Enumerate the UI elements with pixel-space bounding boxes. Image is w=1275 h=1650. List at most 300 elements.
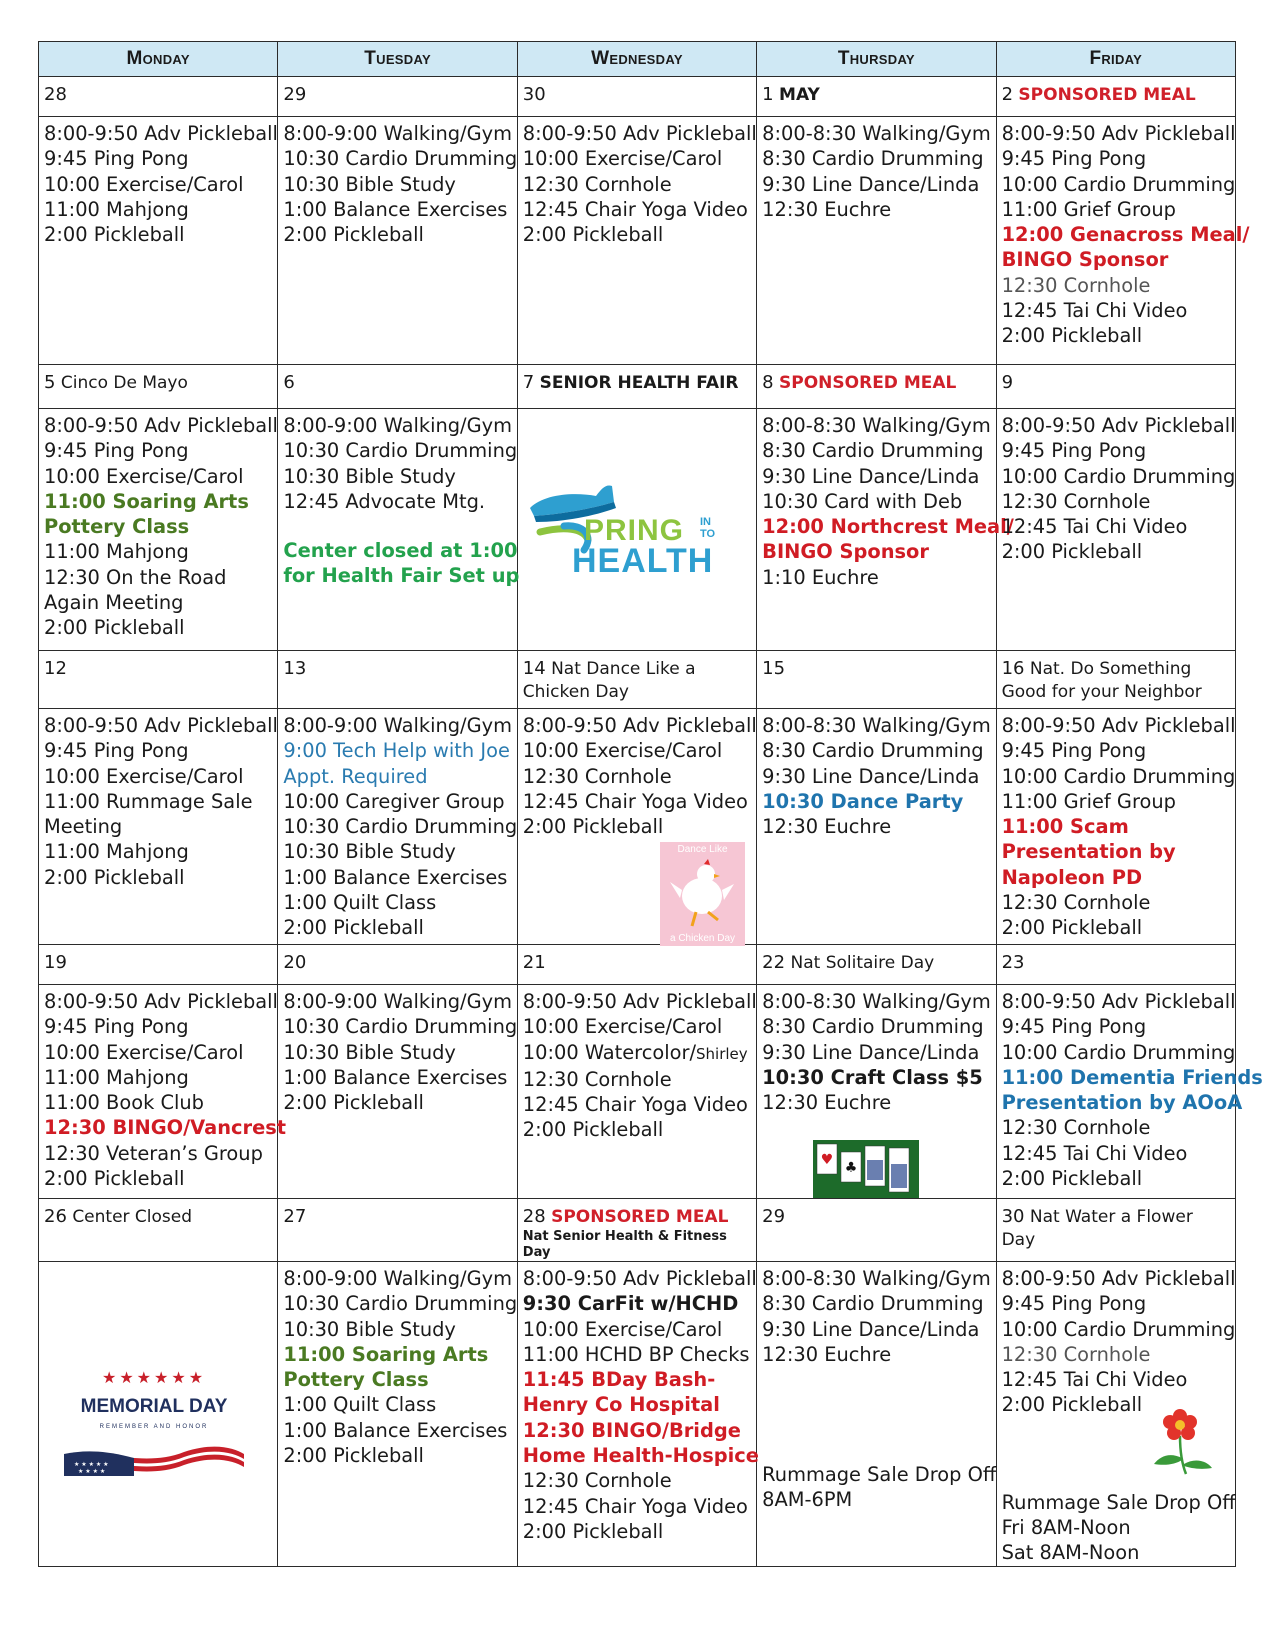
date-cell (996, 77, 1235, 117)
event-text: for Health Fair Set up (283, 564, 520, 588)
date-cell (278, 651, 517, 709)
date-label: Nat Water a Flower Day (1001, 1207, 1193, 1250)
event-text: 10:00 Exercise/Carol (522, 1317, 723, 1341)
date-label: Center Closed (72, 1207, 193, 1227)
event-text: Center closed at 1:00 (283, 539, 518, 563)
event-item (283, 1266, 512, 1291)
svg-text:★ ★ ★ ★: ★ ★ ★ ★ (78, 1468, 106, 1475)
event-text: 2:00 Pickleball (522, 815, 664, 839)
event-item (283, 563, 520, 588)
event-text: 9:30 CarFit w/HCHD (522, 1292, 739, 1316)
event-item (283, 121, 512, 146)
event-text: 12:30 Euchre (762, 197, 892, 221)
event-item (523, 1494, 752, 1519)
event-item (283, 1392, 512, 1417)
date-cell (757, 945, 996, 985)
event-text: 8:00-9:00 Walking/Gym (283, 122, 512, 145)
event-text: 2:00 Pickleball (1001, 324, 1143, 348)
event-text: 12:45 Chair Yoga Video (522, 1494, 748, 1518)
event-item (44, 1014, 273, 1039)
event-text: Meeting (44, 815, 123, 839)
event-item (283, 413, 512, 438)
event-text: Again Meeting (44, 591, 184, 615)
events-cell (996, 409, 1235, 651)
event-item (1002, 323, 1231, 348)
event-text: 12:00 Genacross Meal/ (1001, 223, 1250, 247)
event-item (523, 146, 752, 171)
event-text: 11:00 Mahjong (44, 540, 189, 564)
event-text: Home Health-Hospice (522, 1444, 759, 1468)
svg-text:★ ★ ★ ★ ★: ★ ★ ★ ★ ★ (74, 1461, 109, 1468)
event-text: 8:30 Cardio Drumming (762, 739, 984, 763)
date-cell (517, 77, 756, 117)
american-flag-icon (64, 1436, 244, 1476)
event-item (283, 1014, 518, 1039)
event-text: 9:30 Line Dance/Linda (762, 464, 980, 488)
event-item (762, 814, 991, 839)
weekday-header-row (39, 42, 1236, 77)
event-item (44, 565, 273, 590)
event-item (762, 438, 991, 463)
event-item (283, 865, 512, 890)
event-item (1002, 197, 1231, 222)
event-text: 8:00-9:00 Walking/Gym (283, 714, 512, 737)
event-text: Pottery Class (283, 1368, 429, 1392)
event-text: 12:30 Cornhole (522, 1469, 672, 1493)
events-cell (39, 985, 287, 1199)
event-item (44, 1166, 273, 1191)
event-text: 2:00 Pickleball (522, 223, 664, 247)
event-text: 8:00-9:50 Adv Pickleball (44, 122, 278, 145)
date-number: 12 (44, 658, 67, 679)
date-cell (39, 945, 278, 985)
event-text: 10:30 Card with Deb (762, 489, 963, 513)
date-number: 20 (283, 952, 307, 973)
event-item (1001, 464, 1236, 489)
event-text: 8:00-9:50 Adv Pickleball (44, 414, 278, 437)
event-item (44, 1040, 273, 1065)
spring-into-health-logo (524, 480, 742, 578)
event-text: 12:30 Veteran’s Group (44, 1141, 263, 1165)
date-row (39, 77, 1236, 117)
event-text: 8:00-8:30 Walking/Gym (762, 122, 991, 145)
header-tuesday: Tuesday (278, 42, 517, 77)
event-text: 9:45 Ping Pong (1001, 739, 1147, 763)
event-text: 2:00 Pickleball (44, 616, 185, 640)
event-item (523, 222, 752, 247)
event-text: 11:00 Soaring Arts (44, 489, 249, 513)
date-sublabel: Nat Senior Health & Fitness Day (522, 1229, 727, 1260)
event-item (283, 489, 512, 514)
event-item (523, 1117, 752, 1142)
health-word: HEALTH (572, 542, 714, 580)
event-item (44, 539, 273, 564)
event-text: 8:00-9:50 Adv Pickleball (522, 1267, 757, 1290)
event-item (523, 1291, 752, 1316)
event-text: 2:00 Pickleball (44, 223, 185, 247)
event-text: 8:00-9:50 Adv Pickleball (522, 714, 757, 737)
event-item (523, 1519, 752, 1544)
event-text: Rummage Sale Drop Off (762, 1463, 997, 1487)
event-item (283, 839, 512, 864)
event-item (1001, 764, 1236, 789)
calendar-body (39, 77, 1263, 1567)
event-text: Henry Co Hospital (522, 1393, 720, 1417)
events-row (39, 709, 1236, 945)
event-text: 10:00 Cardio Drumming (1001, 1040, 1236, 1064)
event-item (44, 1090, 273, 1115)
event-text: 11:45 BDay Bash- (522, 1368, 716, 1392)
events-row (39, 985, 1236, 1199)
events-cell (996, 985, 1263, 1199)
date-cell (278, 945, 517, 985)
event-text: 1:00 Balance Exercises (283, 1065, 508, 1089)
header-thursday: Thursday (757, 42, 996, 77)
date-number: 7 (522, 372, 535, 393)
event-item (1001, 1090, 1243, 1115)
into-word (700, 516, 715, 540)
event-item (44, 464, 273, 489)
spring-word: PRING (584, 514, 685, 547)
event-item (1002, 738, 1231, 763)
event-text: 8:00-9:50 Adv Pickleball (44, 990, 278, 1013)
event-text: BINGO Sponsor (1001, 248, 1169, 272)
date-number: 27 (283, 1206, 307, 1227)
event-item (1002, 1515, 1231, 1540)
event-item (762, 489, 991, 514)
event-item (762, 989, 991, 1014)
event-text: 12:30 BINGO/Vancrest (44, 1116, 287, 1140)
date-cell (996, 945, 1235, 985)
event-item (44, 1141, 273, 1166)
memorial-subtitle: REMEMBER AND HONOR (99, 1424, 209, 1430)
event-text: Appt. Required (283, 764, 428, 788)
event-text: 11:00 Mahjong (44, 1065, 189, 1089)
event-item (523, 738, 752, 763)
date-cell (39, 77, 278, 117)
event-item (1001, 1317, 1236, 1342)
header-monday: Monday (39, 42, 278, 77)
event-text: 10:30 Cardio Drumming (283, 815, 518, 839)
event-text: 12:30 Cornhole (1001, 1116, 1151, 1140)
event-item (1002, 1540, 1231, 1565)
event-item (762, 565, 991, 590)
event-text: 11:00 Rummage Sale (44, 789, 253, 813)
date-number: 29 (762, 1206, 786, 1227)
events-cell (517, 985, 756, 1199)
event-text: 12:30 Cornhole (1001, 489, 1151, 513)
event-item (522, 713, 757, 738)
event-text: 12:30 Euchre (762, 815, 892, 839)
solitaire-cards-image (813, 1140, 919, 1198)
event-item (762, 1090, 991, 1115)
date-cell (517, 651, 756, 709)
event-item (762, 713, 991, 738)
event-text: 8:00-9:50 Adv Pickleball (522, 990, 757, 1013)
date-cell (996, 365, 1235, 409)
event-text: 12:30 Cornhole (1001, 891, 1151, 915)
event-text: 11:00 Scam (1001, 815, 1129, 839)
event-text: 12:30 On the Road (44, 565, 227, 589)
event-text-tail: Shirley (696, 1044, 748, 1063)
svg-text:♣: ♣ (844, 1160, 858, 1176)
event-item (762, 764, 991, 789)
event-item (1001, 222, 1250, 247)
event-text: 10:30 Dance Party (762, 789, 964, 813)
event-item (283, 146, 518, 171)
event-item (523, 1317, 752, 1342)
event-text: 9:45 Ping Pong (44, 1015, 189, 1039)
event-item (283, 764, 512, 789)
event-item (1001, 713, 1236, 738)
event-item (283, 197, 512, 222)
date-cell (517, 365, 756, 409)
event-item (283, 464, 512, 489)
event-item (1001, 1490, 1236, 1515)
event-text: 9:30 Line Dance/Linda (762, 764, 980, 788)
event-item (1001, 121, 1236, 146)
event-text: 10:30 Bible Study (283, 172, 456, 196)
event-text: 9:30 Line Dance/Linda (762, 1040, 980, 1064)
event-text: 8:30 Cardio Drumming (762, 1292, 984, 1316)
event-item (1002, 489, 1231, 514)
event-text: 8:00-8:30 Walking/Gym (762, 714, 991, 737)
events-cell (278, 1262, 517, 1567)
date-cell (278, 365, 517, 409)
event-text: 2:00 Pickleball (1001, 916, 1143, 940)
event-text: 12:45 Tai Chi Video (1001, 1368, 1188, 1392)
date-number: 29 (283, 84, 307, 105)
date-cell (517, 1199, 756, 1262)
event-item (762, 1065, 991, 1090)
event-text: 1:00 Balance Exercises (283, 1418, 508, 1442)
event-item (283, 538, 518, 563)
event-item (1002, 1141, 1231, 1166)
event-text: 10:00 Exercise/Carol (44, 1040, 244, 1064)
event-text: 10:30 Bible Study (283, 840, 456, 864)
event-text: 2:00 Pickleball (283, 223, 424, 247)
event-item (762, 1266, 991, 1291)
flower-image (1150, 1408, 1216, 1476)
event-text: 8:00-9:50 Adv Pickleball (1001, 414, 1236, 437)
chicken-caption-top: Dance Like (677, 844, 728, 855)
chicken-icon (660, 856, 745, 936)
event-item (762, 1317, 991, 1342)
event-item (762, 1040, 991, 1065)
event-item (1002, 1291, 1231, 1316)
events-cell (39, 117, 278, 365)
date-cell (757, 77, 996, 117)
event-text: 9:30 Line Dance/Linda (762, 1317, 980, 1341)
event-item (1002, 1166, 1231, 1191)
event-text: 2:00 Pickleball (283, 1444, 424, 1468)
event-item (283, 1418, 512, 1443)
event-item (44, 738, 273, 763)
date-cell (278, 77, 517, 117)
event-item (1001, 172, 1236, 197)
date-number: 8 (762, 372, 774, 393)
event-text: Rummage Sale Drop Off (1001, 1490, 1236, 1514)
event-item (283, 890, 512, 915)
event-text: 2:00 Pickleball (44, 1167, 185, 1191)
event-item (762, 1462, 997, 1487)
event-text: Sat 8AM-Noon (1001, 1541, 1140, 1565)
date-number: 26 (44, 1206, 67, 1227)
date-cell (39, 365, 278, 409)
event-text: 10:00 Exercise/Carol (44, 764, 244, 788)
date-cell (996, 1199, 1235, 1262)
event-item (523, 1367, 752, 1392)
event-text: 8:00-8:30 Walking/Gym (762, 1267, 991, 1290)
events-cell (517, 117, 756, 365)
date-number: 16 (1001, 658, 1025, 679)
event-item (523, 1468, 752, 1493)
events-row (39, 117, 1236, 365)
event-text: 12:45 Chair Yoga Video (522, 789, 748, 813)
event-text: 12:45 Chair Yoga Video (522, 1093, 748, 1117)
event-item (283, 1040, 512, 1065)
events-cell (757, 709, 996, 945)
date-number: 21 (522, 952, 546, 973)
event-text: 8:30 Cardio Drumming (762, 1015, 984, 1039)
event-text: 10:30 Bible Study (283, 1040, 456, 1064)
event-item (283, 989, 512, 1014)
event-text: 10:30 Cardio Drumming (283, 439, 518, 463)
event-item (1002, 789, 1231, 814)
events-cell (757, 117, 996, 365)
event-text: 2:00 Pickleball (1001, 1167, 1143, 1191)
playing-cards-icon (813, 1140, 919, 1198)
date-row (39, 651, 1236, 709)
event-text: 12:30 Euchre (762, 1342, 892, 1366)
event-text: 2:00 Pickleball (522, 1519, 664, 1543)
event-item (762, 197, 991, 222)
event-item (44, 789, 273, 814)
event-text: 8:00-9:00 Walking/Gym (283, 990, 512, 1013)
event-text: 10:00 Exercise/Carol (522, 147, 723, 171)
event-text: 1:10 Euchre (762, 565, 879, 589)
event-item (44, 615, 273, 640)
event-item (283, 1291, 518, 1316)
event-text: 10:30 Cardio Drumming (283, 147, 518, 171)
event-text: 10:00 Exercise/Carol (44, 464, 244, 488)
event-text: 10:00 Exercise/Carol (522, 1015, 723, 1039)
calendar-grid (38, 41, 1263, 1567)
event-item (762, 464, 991, 489)
event-text: 11:00 Book Club (44, 1091, 204, 1115)
event-text: 8:00-8:30 Walking/Gym (762, 990, 991, 1013)
event-text: Fri 8AM-Noon (1001, 1516, 1131, 1540)
date-label: SPONSORED MEAL (779, 373, 957, 393)
event-item (1001, 989, 1236, 1014)
event-text: 8:30 Cardio Drumming (762, 147, 984, 171)
event-item (1001, 1266, 1236, 1291)
event-item (523, 1067, 752, 1092)
date-cell (757, 651, 996, 709)
event-item (283, 738, 512, 763)
date-label: Nat Solitaire Day (790, 953, 935, 973)
event-text: 8:00-9:50 Adv Pickleball (1001, 122, 1236, 145)
event-text: 9:45 Ping Pong (1001, 1292, 1147, 1316)
event-item (1002, 514, 1231, 539)
event-item (1002, 438, 1231, 463)
spacer (283, 514, 512, 538)
event-text: 12:45 Chair Yoga Video (522, 197, 748, 221)
event-item (44, 413, 278, 438)
chicken-caption-bottom: a Chicken Day (669, 933, 736, 944)
header-friday: Friday (996, 42, 1235, 77)
event-item (1002, 146, 1231, 171)
event-text: 8:00-9:00 Walking/Gym (283, 414, 512, 437)
events-cell (757, 1262, 996, 1567)
date-number: 13 (283, 658, 307, 679)
event-text: 12:45 Tai Chi Video (1001, 299, 1188, 323)
event-text: 12:30 Euchre (762, 1091, 892, 1115)
event-item (762, 514, 1014, 539)
event-text: 1:00 Balance Exercises (283, 865, 508, 889)
event-item (1002, 865, 1231, 890)
event-text: 9:45 Ping Pong (1001, 1015, 1147, 1039)
event-text: 11:00 HCHD BP Checks (522, 1342, 750, 1366)
event-text: 12:45 Tai Chi Video (1001, 1141, 1188, 1165)
event-text: 10:30 Bible Study (283, 464, 456, 488)
event-item (44, 865, 273, 890)
event-item (283, 713, 512, 738)
event-item (523, 1392, 752, 1417)
event-item (44, 489, 273, 514)
event-item (44, 1115, 287, 1140)
event-text: 8AM-6PM (762, 1488, 853, 1512)
event-text: Presentation by AOoA (1001, 1091, 1243, 1115)
event-item (523, 1418, 752, 1443)
date-cell (39, 1199, 278, 1262)
event-item (762, 1342, 991, 1367)
event-item (523, 1092, 752, 1117)
event-item (44, 989, 278, 1014)
spacer (762, 1367, 991, 1462)
event-text: 8:00-8:30 Walking/Gym (762, 414, 991, 437)
event-item (1002, 539, 1231, 564)
date-cell (39, 651, 278, 709)
event-text: 12:00 Northcrest Meal/ (762, 515, 1014, 539)
event-item (44, 146, 273, 171)
event-item (522, 989, 757, 1014)
date-row (39, 365, 1236, 409)
event-text: 9:30 Line Dance/Linda (762, 172, 980, 196)
event-text: 10:30 Bible Study (283, 1317, 456, 1341)
event-text: 12:30 Cornhole (522, 172, 672, 196)
event-item (522, 1443, 759, 1468)
event-item (762, 413, 991, 438)
event-item (44, 839, 273, 864)
date-label: Nat. Do Something Good for your Neighbor (1001, 659, 1202, 702)
event-text: 1:00 Quilt Class (283, 1393, 437, 1417)
event-item (522, 1266, 757, 1291)
event-item (522, 121, 757, 146)
event-item (762, 172, 991, 197)
to-word: TO (700, 528, 716, 540)
event-text: 10:00 Cardio Drumming (1001, 1317, 1236, 1341)
event-text: 2:00 Pickleball (283, 1091, 424, 1115)
date-number: 23 (1001, 952, 1025, 973)
event-text: Presentation by (1001, 840, 1176, 864)
event-text: Napoleon PD (1001, 865, 1143, 889)
date-label: Nat Dance Like a Chicken Day (522, 659, 696, 702)
date-number: 9 (1001, 372, 1014, 393)
event-item (283, 1065, 512, 1090)
event-item (1002, 1367, 1231, 1392)
event-item (762, 146, 991, 171)
